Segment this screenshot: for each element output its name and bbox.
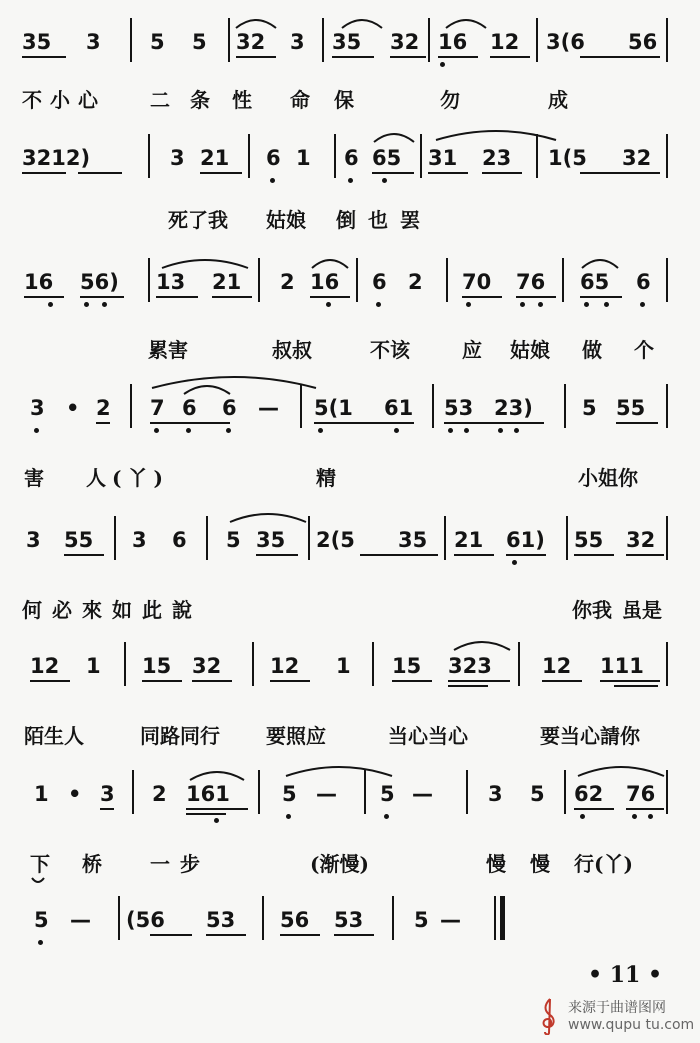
note-group: 61 bbox=[384, 396, 414, 420]
lyric: 慢 bbox=[486, 852, 506, 876]
beam-underline bbox=[444, 422, 544, 424]
beam-underline bbox=[200, 172, 242, 174]
note-group: 53 bbox=[444, 396, 474, 420]
bar-line bbox=[562, 258, 564, 302]
lyric: 同路同行 bbox=[140, 724, 220, 748]
note-group: 3 bbox=[26, 528, 41, 552]
beam-underline bbox=[80, 296, 124, 298]
note-group: 3 bbox=[30, 396, 45, 420]
octave-dot bbox=[464, 428, 469, 433]
lyric: 虽是 bbox=[622, 598, 662, 622]
lyric: 死了我 bbox=[168, 208, 228, 232]
bar-line bbox=[206, 516, 208, 560]
lyric: 命 bbox=[290, 88, 310, 112]
lyric: 也 bbox=[368, 208, 388, 232]
beam-underline bbox=[626, 554, 664, 556]
octave-dot bbox=[580, 814, 585, 819]
note-group: 15 bbox=[392, 654, 422, 678]
lyric: 罢 bbox=[400, 208, 420, 232]
watermark-text: 来源于曲谱图网 bbox=[568, 1000, 666, 1016]
bar-line bbox=[494, 896, 496, 940]
note-group: 2(5 bbox=[316, 528, 355, 552]
bar-line bbox=[252, 642, 254, 686]
beam-underline bbox=[78, 172, 122, 174]
note-group: 3 bbox=[100, 782, 115, 806]
lyric: 做 bbox=[582, 338, 602, 362]
note-group: 6 bbox=[372, 270, 387, 294]
beam-underline bbox=[462, 296, 502, 298]
note-group: 21 bbox=[212, 270, 242, 294]
bar-line bbox=[666, 18, 668, 62]
octave-dot bbox=[318, 428, 323, 433]
slur-mark bbox=[284, 764, 394, 778]
note-group: 1 bbox=[336, 654, 351, 678]
note-group: 1 bbox=[86, 654, 101, 678]
bar-line bbox=[148, 134, 150, 178]
lyric: 行(丫) bbox=[574, 852, 633, 876]
beam-underline bbox=[150, 934, 192, 936]
note-group: 2 bbox=[96, 396, 111, 420]
beam-underline bbox=[580, 172, 660, 174]
beam-underline bbox=[490, 56, 530, 58]
beam-underline bbox=[334, 934, 374, 936]
beam-underline bbox=[616, 422, 658, 424]
note-group: • bbox=[68, 782, 82, 806]
note-group: 53 bbox=[206, 908, 236, 932]
note-group: 56) bbox=[80, 270, 119, 294]
note-group: 16 bbox=[24, 270, 54, 294]
beam-underline bbox=[574, 808, 614, 810]
octave-dot bbox=[348, 178, 353, 183]
octave-dot bbox=[376, 302, 381, 307]
beam-underline bbox=[142, 680, 182, 682]
note-group: 5 bbox=[530, 782, 545, 806]
bar-line bbox=[130, 384, 132, 428]
note-group: 111 bbox=[600, 654, 644, 678]
note-group: 5 bbox=[192, 30, 207, 54]
note-group: 23 bbox=[482, 146, 512, 170]
octave-dot bbox=[640, 302, 645, 307]
note-group: — bbox=[70, 908, 91, 932]
note-group: 21 bbox=[200, 146, 230, 170]
bar-line bbox=[322, 18, 324, 62]
bar-line bbox=[666, 516, 668, 560]
watermark bbox=[536, 995, 696, 1039]
lyric: 姑娘 bbox=[266, 208, 306, 232]
bar-line bbox=[666, 770, 668, 814]
octave-dot bbox=[186, 428, 191, 433]
note-group: 6 bbox=[182, 396, 197, 420]
octave-dot bbox=[384, 814, 389, 819]
bar-line bbox=[432, 384, 434, 428]
note-group: 65 bbox=[372, 146, 402, 170]
note-group: — bbox=[316, 782, 337, 806]
staff-system-6 bbox=[0, 636, 700, 716]
note-group: 55 bbox=[64, 528, 94, 552]
octave-dot bbox=[214, 818, 219, 823]
lyric: 倒 bbox=[336, 208, 356, 232]
lyrics-line-1 bbox=[0, 80, 700, 120]
note-group: 56 bbox=[628, 30, 658, 54]
bar-line bbox=[356, 258, 358, 302]
beam-underline bbox=[574, 554, 614, 556]
bar-line bbox=[258, 770, 260, 814]
slur-mark bbox=[234, 16, 278, 30]
note-group: 3 bbox=[488, 782, 503, 806]
octave-dot bbox=[34, 428, 39, 433]
slur-mark bbox=[150, 374, 318, 390]
octave-dot bbox=[270, 178, 275, 183]
staff-system-2 bbox=[0, 128, 700, 208]
lyric: 要当心請你 bbox=[540, 724, 640, 748]
note-group: 65 bbox=[580, 270, 610, 294]
bar-line bbox=[466, 770, 468, 814]
bar-line bbox=[444, 516, 446, 560]
lyric: 小姐你 bbox=[578, 466, 638, 490]
note-group: 62 bbox=[574, 782, 604, 806]
note-group: 5 bbox=[150, 30, 165, 54]
lyric: 下 bbox=[30, 852, 50, 876]
note-group: 16 bbox=[438, 30, 468, 54]
bar-line bbox=[666, 258, 668, 302]
slur-mark bbox=[340, 16, 384, 30]
bar-line bbox=[372, 642, 374, 686]
lyric: 叔叔 bbox=[272, 338, 312, 362]
bar-line bbox=[124, 642, 126, 686]
note-group: 5 bbox=[34, 908, 49, 932]
staff-system-3 bbox=[0, 252, 700, 332]
octave-dot bbox=[382, 178, 387, 183]
beam-underline bbox=[280, 934, 320, 936]
note-group: 323 bbox=[448, 654, 492, 678]
bar-line bbox=[258, 258, 260, 302]
beam-underline bbox=[580, 56, 660, 58]
beam-underline bbox=[186, 808, 248, 810]
slur-mark bbox=[310, 256, 350, 270]
lyric: 成 bbox=[548, 88, 568, 112]
beam-underline bbox=[482, 172, 522, 174]
note-group: 2 bbox=[280, 270, 295, 294]
bar-line bbox=[334, 134, 336, 178]
note-group: 32 bbox=[622, 146, 652, 170]
beam-underline bbox=[212, 296, 252, 298]
beam-underline bbox=[150, 422, 230, 424]
lyric: 何必來如此說 bbox=[22, 598, 202, 622]
beam-underline bbox=[448, 680, 510, 682]
lyric: (渐慢) bbox=[310, 852, 369, 876]
note-group: • bbox=[66, 396, 80, 420]
beam-underline bbox=[332, 56, 374, 58]
octave-dot bbox=[394, 428, 399, 433]
bar-line bbox=[566, 516, 568, 560]
bar-line bbox=[308, 516, 310, 560]
lyric: 当心当心 bbox=[388, 724, 468, 748]
note-group: — bbox=[440, 908, 461, 932]
slur-mark bbox=[188, 768, 246, 782]
staff-system-8 bbox=[0, 890, 700, 970]
note-group: 6 bbox=[344, 146, 359, 170]
octave-dot bbox=[326, 302, 331, 307]
lyric: 应 bbox=[462, 338, 482, 362]
octave-dot bbox=[48, 302, 53, 307]
note-group: 1 bbox=[34, 782, 49, 806]
lyric: 勿 bbox=[440, 88, 460, 112]
octave-dot bbox=[448, 428, 453, 433]
slur-mark bbox=[580, 256, 620, 270]
lyric: 人(丫) bbox=[86, 466, 169, 490]
note-group: 1(5 bbox=[548, 146, 587, 170]
bar-line bbox=[666, 642, 668, 686]
beam-underline bbox=[516, 296, 556, 298]
octave-dot bbox=[584, 302, 589, 307]
lyric: 精 bbox=[316, 466, 336, 490]
bar-line bbox=[666, 384, 668, 428]
slur-mark bbox=[182, 382, 232, 396]
beam-underline bbox=[96, 422, 110, 424]
bar-line bbox=[148, 258, 150, 302]
octave-dot bbox=[466, 302, 471, 307]
beam-underline bbox=[314, 422, 414, 424]
lyric: 累害 bbox=[148, 338, 188, 362]
note-group: 15 bbox=[142, 654, 172, 678]
note-group: 3(6 bbox=[546, 30, 585, 54]
beam-underline bbox=[392, 680, 432, 682]
beam-underline bbox=[270, 680, 310, 682]
bar-line bbox=[392, 896, 394, 940]
beam-underline bbox=[372, 172, 414, 174]
note-group: 161 bbox=[186, 782, 230, 806]
note-group: 53 bbox=[334, 908, 364, 932]
lyric: 不该 bbox=[370, 338, 410, 362]
octave-dot bbox=[498, 428, 503, 433]
note-group: 6 bbox=[172, 528, 187, 552]
lyric: 要照应 bbox=[266, 724, 326, 748]
lyric: 二 bbox=[150, 88, 170, 112]
note-group: 5 bbox=[414, 908, 429, 932]
lyrics-line-2 bbox=[0, 200, 700, 240]
note-group: 32 bbox=[192, 654, 222, 678]
beam-underline bbox=[24, 296, 64, 298]
note-group: 61) bbox=[506, 528, 545, 552]
bar-line bbox=[300, 384, 302, 428]
slur-mark bbox=[452, 638, 512, 652]
octave-dot bbox=[512, 560, 517, 565]
bar-line bbox=[446, 258, 448, 302]
lyric: 个 bbox=[634, 338, 654, 362]
beam-underline bbox=[428, 172, 468, 174]
bar-line bbox=[536, 18, 538, 62]
bar-line bbox=[420, 134, 422, 178]
octave-dot bbox=[648, 814, 653, 819]
beam-underline bbox=[192, 680, 232, 682]
beam-underline bbox=[438, 56, 478, 58]
beam-underline bbox=[64, 554, 104, 556]
note-group: 3 bbox=[290, 30, 305, 54]
note-group: 55 bbox=[616, 396, 646, 420]
beam-underline bbox=[22, 56, 66, 58]
octave-dot bbox=[226, 428, 231, 433]
final-bar-line bbox=[500, 896, 505, 940]
slur-mark bbox=[160, 256, 250, 270]
bar-line bbox=[518, 642, 520, 686]
note-group: 12 bbox=[30, 654, 60, 678]
note-group: 32 bbox=[236, 30, 266, 54]
bar-line bbox=[132, 770, 134, 814]
lyric: 桥 bbox=[82, 852, 102, 876]
note-group: 13 bbox=[156, 270, 186, 294]
beam-underline bbox=[236, 56, 276, 58]
lyric: 你我 bbox=[572, 598, 612, 622]
octave-dot bbox=[286, 814, 291, 819]
note-group: 3 bbox=[170, 146, 185, 170]
note-group: 5 bbox=[380, 782, 395, 806]
note-group: 55 bbox=[574, 528, 604, 552]
beam-underline bbox=[580, 296, 622, 298]
beam-underline bbox=[360, 554, 400, 556]
beam-underline-double bbox=[448, 685, 488, 687]
note-group: 35 bbox=[22, 30, 52, 54]
beam-underline bbox=[454, 554, 494, 556]
note-group: 31 bbox=[428, 146, 458, 170]
note-group: 1 bbox=[296, 146, 311, 170]
note-group: 35 bbox=[332, 30, 362, 54]
lyric: 条 bbox=[190, 88, 210, 112]
note-group: 76 bbox=[516, 270, 546, 294]
lyric: 保 bbox=[334, 88, 354, 112]
octave-dot bbox=[84, 302, 89, 307]
beam-underline bbox=[310, 296, 350, 298]
beam-underline bbox=[542, 680, 582, 682]
lyrics-line-3 bbox=[0, 330, 700, 370]
staff-system-7 bbox=[0, 764, 700, 844]
tie-mark bbox=[30, 874, 46, 888]
bar-line bbox=[114, 516, 116, 560]
bar-line bbox=[130, 18, 132, 62]
note-group: 12 bbox=[490, 30, 520, 54]
lyric: 慢 bbox=[530, 852, 550, 876]
octave-dot bbox=[440, 62, 445, 67]
octave-dot bbox=[102, 302, 107, 307]
note-group: 2 bbox=[408, 270, 423, 294]
slur-mark bbox=[372, 130, 416, 144]
beam-underline bbox=[156, 296, 198, 298]
bar-line bbox=[262, 896, 264, 940]
bar-line bbox=[118, 896, 120, 940]
lyrics-line-6 bbox=[0, 716, 700, 756]
note-group: 32 bbox=[626, 528, 656, 552]
lyric: 姑娘 bbox=[510, 338, 550, 362]
bar-line bbox=[228, 18, 230, 62]
beam-underline-double bbox=[186, 813, 226, 815]
staff-system-5 bbox=[0, 510, 700, 590]
lyric: 性 bbox=[232, 88, 252, 112]
note-group: (56 bbox=[126, 908, 165, 932]
note-group: 5 bbox=[582, 396, 597, 420]
octave-dot bbox=[154, 428, 159, 433]
bar-line bbox=[564, 384, 566, 428]
slur-mark bbox=[228, 510, 308, 524]
note-group: 16 bbox=[310, 270, 340, 294]
note-group: 12 bbox=[542, 654, 572, 678]
note-group: 2 bbox=[152, 782, 167, 806]
note-group: 7 bbox=[150, 396, 165, 420]
note-group: 56 bbox=[280, 908, 310, 932]
note-group: 5 bbox=[282, 782, 297, 806]
slur-mark bbox=[576, 764, 666, 778]
slur-mark bbox=[444, 16, 488, 30]
note-group: 6 bbox=[636, 270, 651, 294]
octave-dot bbox=[514, 428, 519, 433]
note-group: 21 bbox=[454, 528, 484, 552]
octave-dot bbox=[38, 940, 43, 945]
note-group: 3 bbox=[86, 30, 101, 54]
bar-line bbox=[564, 770, 566, 814]
staff-system-4 bbox=[0, 378, 700, 458]
octave-dot bbox=[632, 814, 637, 819]
beam-underline-double bbox=[614, 685, 658, 687]
treble-clef-icon bbox=[536, 997, 562, 1035]
lyrics-line-7 bbox=[0, 844, 700, 884]
beam-underline bbox=[100, 808, 114, 810]
lyric: 陌生人 bbox=[24, 724, 84, 748]
beam-underline bbox=[506, 554, 546, 556]
octave-dot bbox=[538, 302, 543, 307]
lyrics-line-5 bbox=[0, 590, 700, 630]
note-group: 12 bbox=[270, 654, 300, 678]
beam-underline bbox=[30, 680, 70, 682]
note-group: 76 bbox=[626, 782, 656, 806]
beam-underline bbox=[626, 808, 664, 810]
lyric: 不小心 bbox=[22, 88, 106, 112]
beam-underline bbox=[206, 934, 246, 936]
bar-line bbox=[666, 134, 668, 178]
note-group: — bbox=[258, 396, 279, 420]
beam-underline bbox=[256, 554, 298, 556]
note-group: 23) bbox=[494, 396, 533, 420]
beam-underline bbox=[22, 172, 66, 174]
bar-line bbox=[248, 134, 250, 178]
note-group: 5(1 bbox=[314, 396, 353, 420]
slur-mark bbox=[434, 128, 558, 142]
note-group: 6 bbox=[222, 396, 237, 420]
note-group: — bbox=[412, 782, 433, 806]
note-group: 6 bbox=[266, 146, 281, 170]
beam-underline bbox=[390, 56, 426, 58]
beam-underline bbox=[398, 554, 438, 556]
note-group: 35 bbox=[256, 528, 286, 552]
octave-dot bbox=[520, 302, 525, 307]
page-number: • 11 • bbox=[588, 962, 663, 988]
bar-line bbox=[428, 18, 430, 62]
note-group: 3212) bbox=[22, 146, 91, 170]
beam-underline bbox=[600, 680, 660, 682]
note-group: 3 bbox=[132, 528, 147, 552]
note-group: 35 bbox=[398, 528, 428, 552]
lyric: 一步 bbox=[150, 852, 210, 876]
note-group: 32 bbox=[390, 30, 420, 54]
note-group: 70 bbox=[462, 270, 492, 294]
octave-dot bbox=[604, 302, 609, 307]
lyric: 害 bbox=[24, 466, 44, 490]
note-group: 5 bbox=[226, 528, 241, 552]
lyrics-line-4 bbox=[0, 458, 700, 498]
watermark-url: www.qupu tu.com bbox=[568, 1017, 695, 1033]
